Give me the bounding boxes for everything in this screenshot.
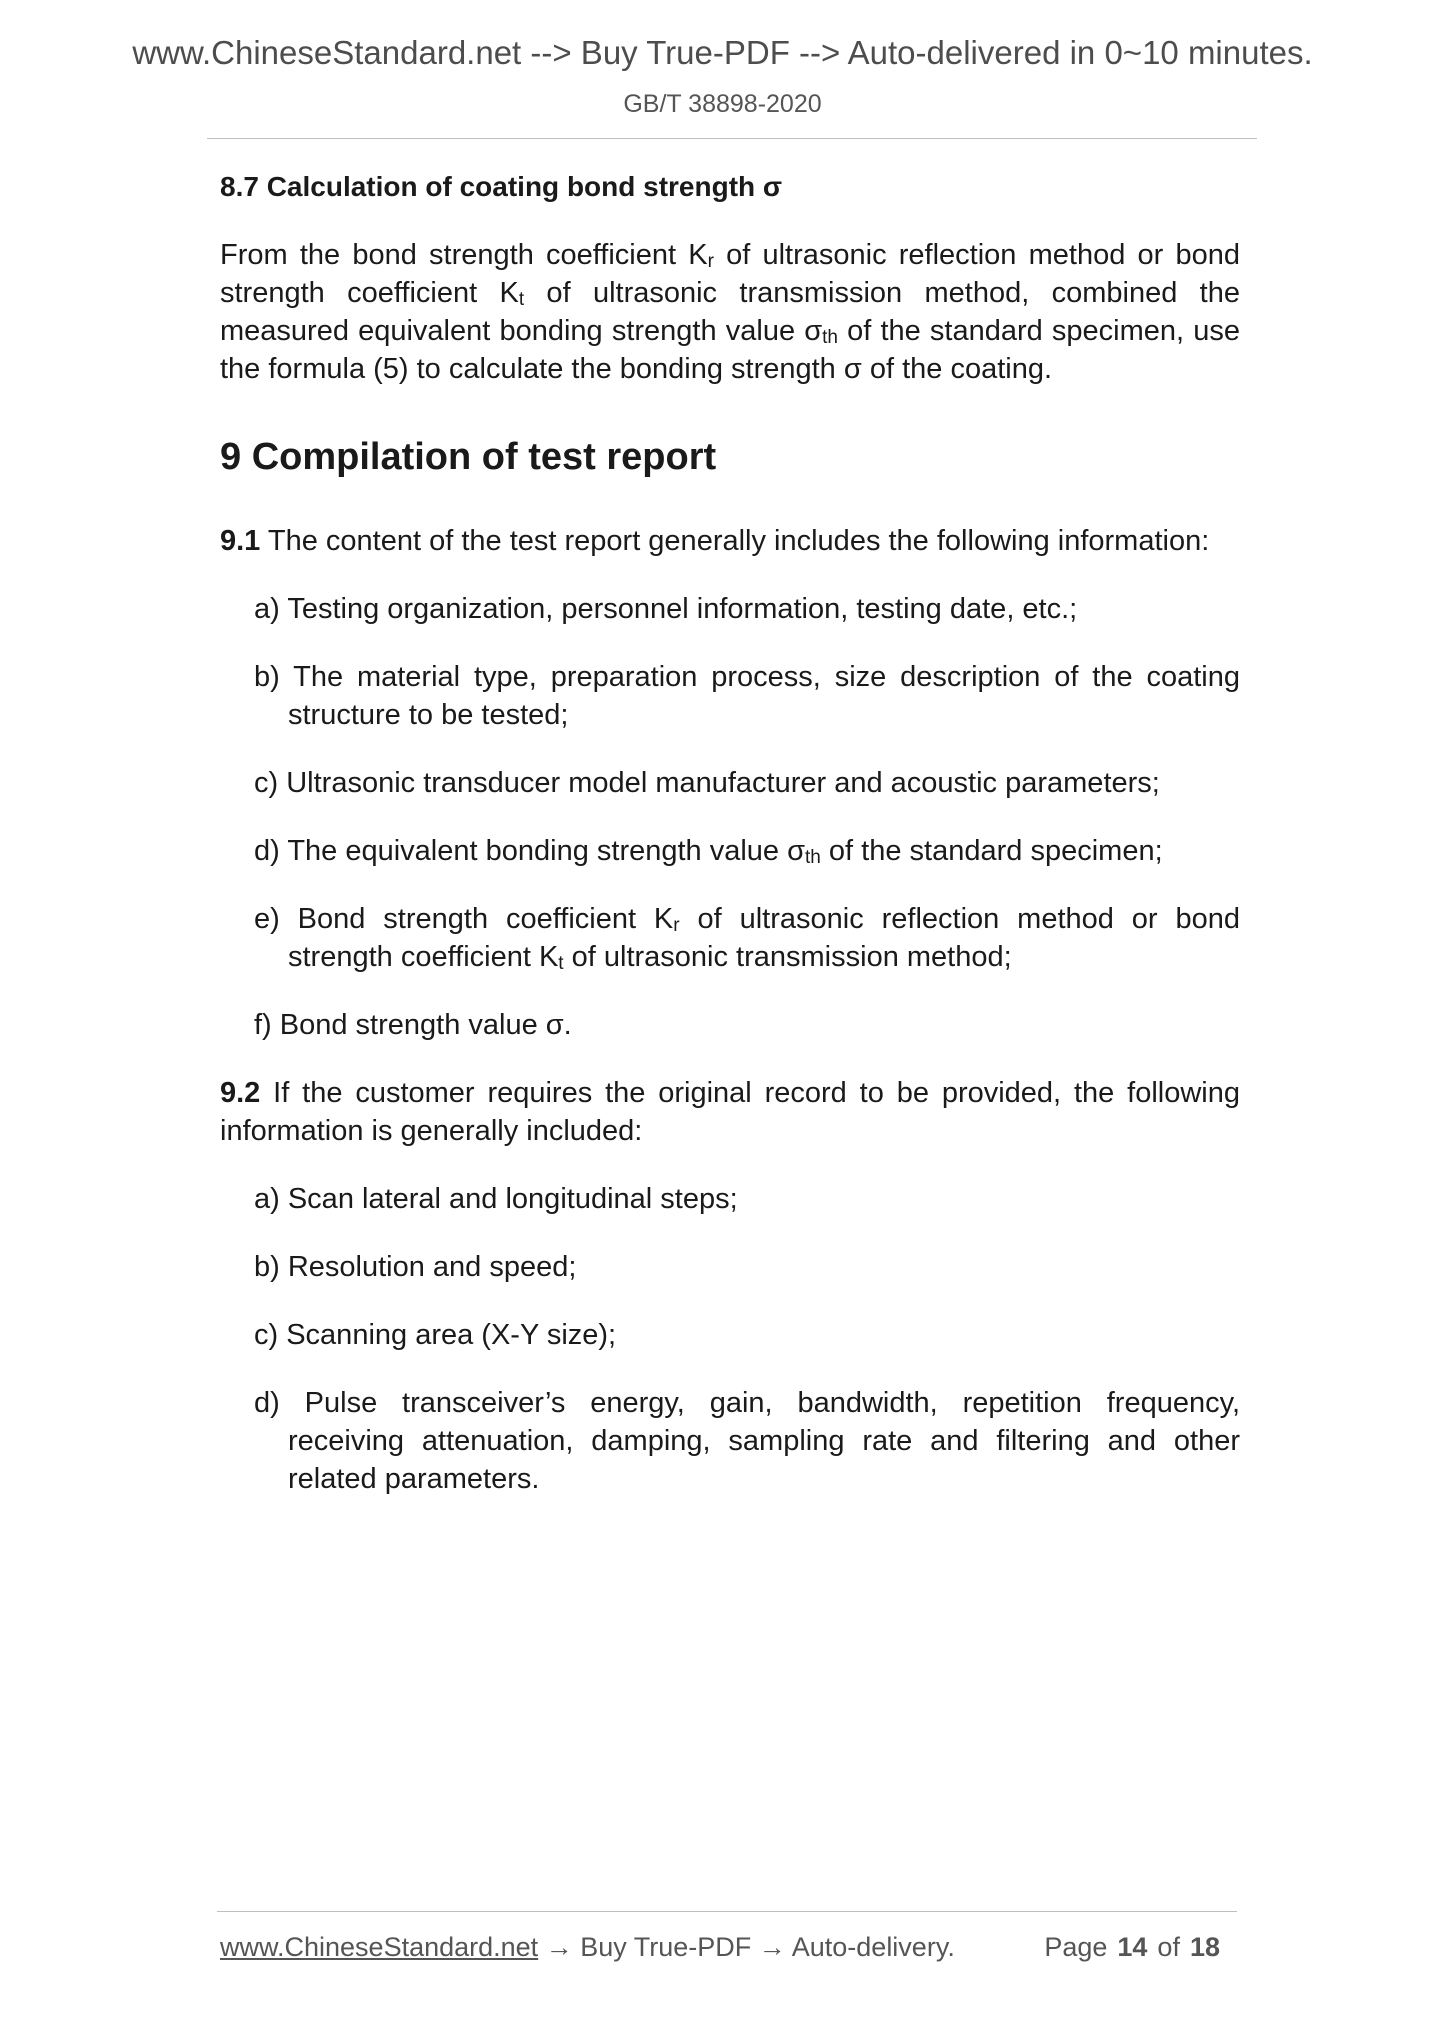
list-item: b) The material type, preparation process, size description of the coating structure to be tested; <box>254 661 1240 731</box>
top-banner: www.ChineseStandard.net --> Buy True-PDF --> Auto-delivered in 0~10 minutes. <box>132 34 1313 71</box>
list-item: f) Bond strength value σ. <box>254 1009 572 1041</box>
clause-9-1-list <box>220 590 1240 1044</box>
clause-9-2-list <box>220 1180 1240 1498</box>
list-item: d) The equivalent bonding strength value $\sigma_{th}$ of the standard specimen; <box>254 835 1163 868</box>
section-9-heading: 9 Compilation of test report <box>220 436 717 478</box>
clause-number: 9.2 <box>220 1077 261 1109</box>
page-content <box>220 168 1240 1498</box>
clause-9-2: 9.2 If the customer requires the original record to be provided, the following information is generally included: <box>220 1077 1240 1147</box>
footer-text <box>220 1932 955 1963</box>
page-current: 14 <box>1117 1932 1148 1962</box>
section-8-7-heading: 8.7 Calculation of coating bond strength σ <box>220 171 783 202</box>
list-item: c) Scanning area (X-Y size); <box>254 1319 617 1351</box>
list-item: d) Pulse transceiver’s energy, gain, bandwidth, repetition frequency, receiving attenuation, damping, sampling rate and filtering and other related parameters. <box>254 1387 1240 1495</box>
standard-code: GB/T 38898-2020 <box>623 90 822 118</box>
header-divider <box>207 138 1257 139</box>
section-8-7-body: From the bond strength coefficient $K_r$ of ultrasonic reflection method or bond strength coefficient $K_t$ of ultrasonic transmission method, combined the measured equivalent bonding strength value $\sigma_{th}$ of the standard specimen, use the formula (5) to calculate the bonding strength σ of the coating. <box>220 239 1240 385</box>
footer-divider <box>217 1911 1237 1912</box>
page-total: 18 <box>1189 1932 1220 1962</box>
list-item: e) Bond strength coefficient $K_r$ of ultrasonic reflection method or bond strength coefficient $K_t$ of ultrasonic transmission method; <box>254 903 1240 974</box>
list-item: a) Scan lateral and longitudinal steps; <box>254 1183 738 1215</box>
footer-tail: → Buy True-PDF → Auto-delivery. <box>538 1932 955 1962</box>
page-indicator: Page 14 of 18 <box>1044 1932 1220 1962</box>
list-item: c) Ultrasonic transducer model manufacturer and acoustic parameters; <box>254 767 1160 799</box>
list-item: b) Resolution and speed; <box>254 1251 577 1283</box>
list-item: a) Testing organization, personnel information, testing date, etc.; <box>254 593 1078 625</box>
clause-9-1: 9.1 The content of the test report generally includes the following information: <box>220 525 1210 557</box>
clause-number: 9.1 <box>220 525 261 557</box>
footer-link[interactable]: www.ChineseStandard.net <box>220 1932 539 1962</box>
